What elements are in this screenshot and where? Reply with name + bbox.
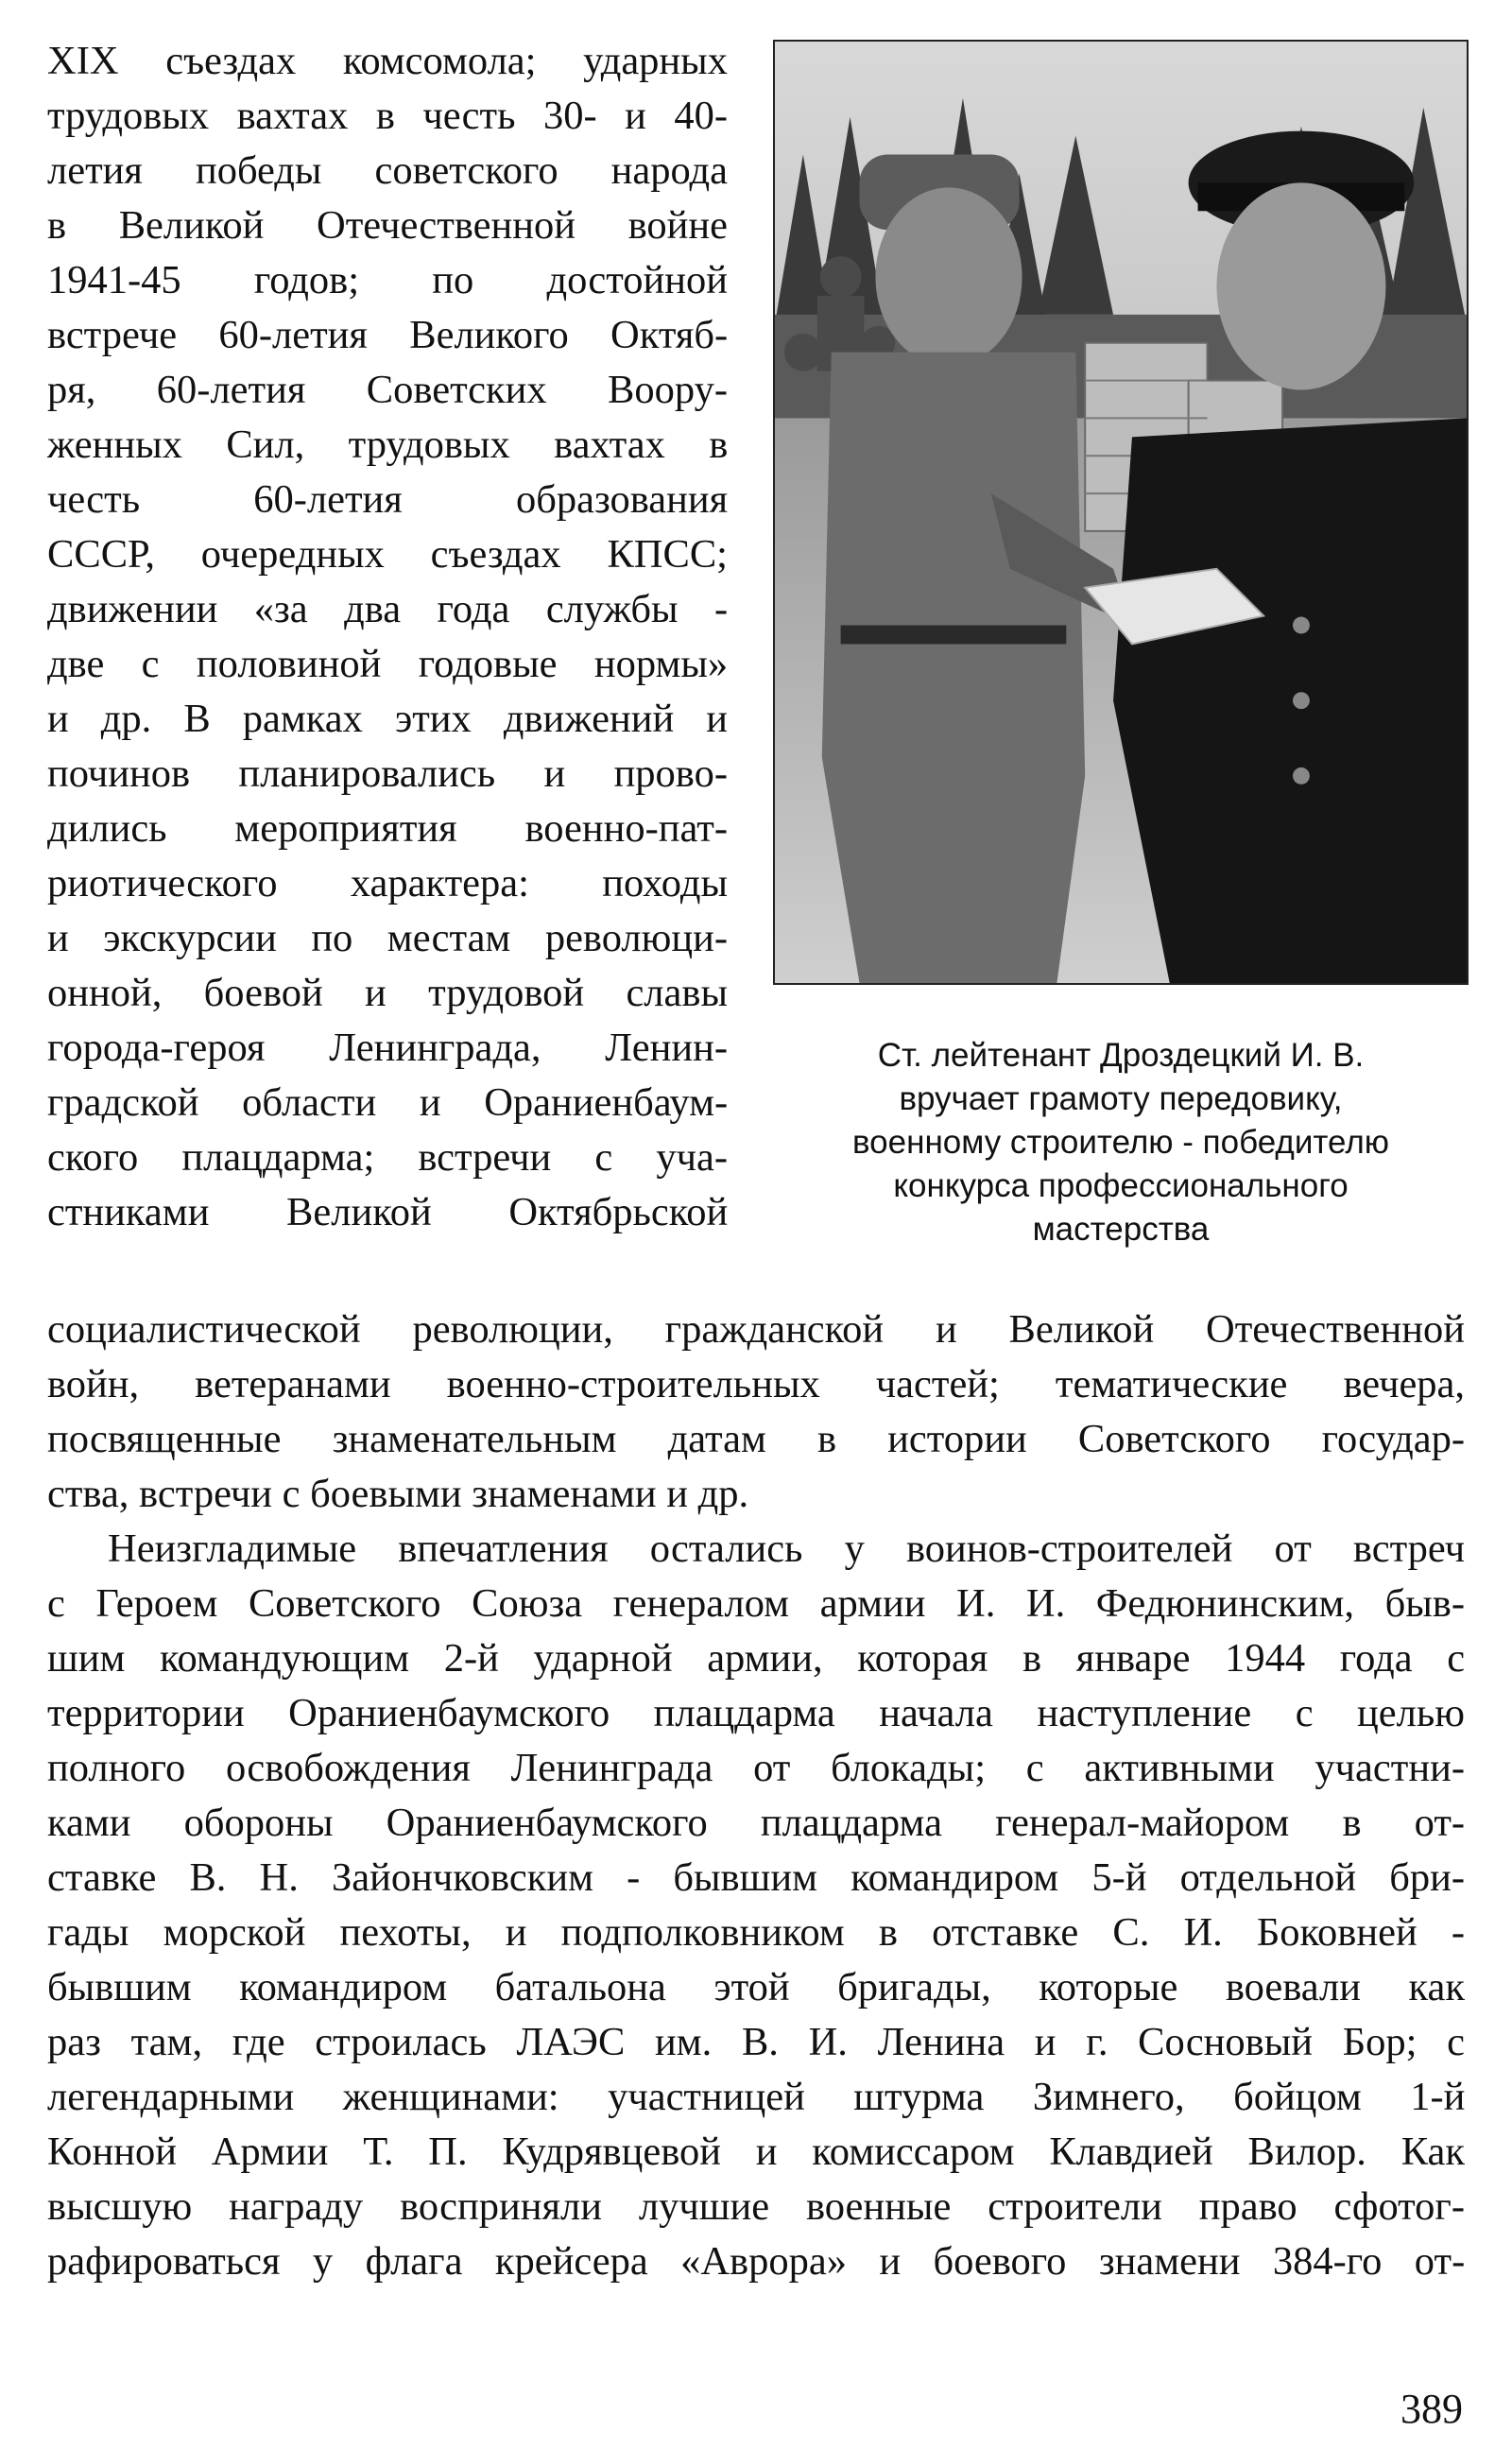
text-line: дились мероприятия военно-пат- bbox=[47, 806, 728, 851]
text-line: трудовых вахтах в честь 30- и 40- bbox=[47, 94, 728, 138]
text-line: встрече 60-летия Великого Октяб- bbox=[47, 313, 729, 357]
text-line: посвященные знаменательным датам в истории Советского государ- bbox=[47, 1417, 1466, 1461]
text-line: Конной Армии Т. П. Кудрявцевой и комиссаром Клавдией Вилор. Как bbox=[47, 2130, 1465, 2174]
text-line: XIX съездах комсомола; ударных bbox=[47, 39, 728, 83]
text-line: летия победы советского народа bbox=[47, 148, 728, 193]
text-line: шим командующим 2-й ударной армии, которая в январе 1944 года с bbox=[47, 1636, 1466, 1681]
caption-line: вручает грамоту передовику, bbox=[899, 1080, 1343, 1117]
text-line: города-героя Ленинграда, Ленин- bbox=[47, 1026, 728, 1070]
text-line: ками обороны Ораниенбаумского плацдарма генерал-майором в от- bbox=[47, 1801, 1466, 1845]
text-line: территории Ораниенбаумского плацдарма начала наступление с целью bbox=[47, 1691, 1465, 1735]
text-line: социалистической революции, гражданской и Великой Отечественной bbox=[47, 1307, 1465, 1352]
text-line: онной, боевой и трудовой славы bbox=[47, 971, 728, 1015]
caption-line: конкурса профессионального bbox=[893, 1167, 1349, 1204]
text-line: починов планировались и прово- bbox=[47, 751, 728, 796]
text-line: рафироваться у флага крейсера «Аврора» и боевого знамени 384-го от- bbox=[47, 2239, 1466, 2284]
text-line: ставке В. Н. Зайончковским - бывшим командиром 5-й отдельной бри- bbox=[47, 1855, 1465, 1900]
wide-text-column bbox=[47, 1302, 1465, 2289]
text-line: войн, ветеранами военно-строительных частей; тематические вечера, bbox=[47, 1362, 1466, 1406]
text-line: честь 60-летия образования bbox=[47, 477, 729, 522]
text-line: гады морской пехоты, и подполковником в отставке С. И. Боковней - bbox=[47, 1910, 1465, 1955]
text-line: и др. В рамках этих движений и bbox=[47, 697, 728, 741]
text-line: 1941-45 годов; по достойной bbox=[47, 258, 728, 302]
text-line: две с половиной годовые нормы» bbox=[47, 642, 729, 686]
text-line: полного освобождения Ленинграда от блокады; с активными участни- bbox=[47, 1746, 1465, 1790]
award-ceremony-photo bbox=[773, 40, 1469, 985]
text-line: и экскурсии по местам революци- bbox=[47, 916, 728, 960]
text-line: женных Сил, трудовых вахтах в bbox=[47, 423, 729, 467]
page-number: 389 bbox=[1400, 2386, 1463, 2432]
text-line: СССР, очередных съездах КПСС; bbox=[47, 532, 728, 577]
narrow-text-column bbox=[47, 34, 728, 1240]
photo-caption bbox=[773, 1034, 1469, 1251]
text-line: раз там, где строилась ЛАЭС им. В. И. Ленина и г. Сосновый Бор; с bbox=[47, 2020, 1465, 2064]
text-line: бывшим командиром батальона этой бригады, которые воевали как bbox=[47, 1965, 1465, 2009]
text-line: легендарными женщинами: участницей штурма Зимнего, бойцом 1-й bbox=[47, 2075, 1466, 2119]
caption-line: Ст. лейтенант Дроздецкий И. В. bbox=[877, 1037, 1365, 1074]
text-line: риотического характера: походы bbox=[47, 861, 728, 905]
text-line: ря, 60-летия Советских Воору- bbox=[47, 368, 728, 412]
text-line: ства, встречи с боевыми знаменами и др. bbox=[47, 1472, 749, 1516]
paragraph-first-line: Неизгладимые впечатления остались у воинов-строителей от встреч bbox=[108, 1526, 1466, 1571]
caption-line: мастерства bbox=[1032, 1211, 1210, 1248]
text-line: градской области и Ораниенбаум- bbox=[47, 1080, 729, 1125]
text-line: высшую награду восприняли лучшие военные строители право сфотог- bbox=[47, 2184, 1465, 2229]
text-line: ского плацдарма; встречи с уча- bbox=[47, 1135, 728, 1180]
text-line: движении «за два года службы - bbox=[47, 587, 729, 631]
text-line: в Великой Отечественной войне bbox=[47, 203, 728, 248]
text-line: стниками Великой Октябрьской bbox=[47, 1190, 729, 1234]
text-line: с Героем Советского Союза генералом армии И. И. Федюнинским, быв- bbox=[47, 1581, 1465, 1626]
caption-line: военному строителю - победителю bbox=[851, 1124, 1389, 1161]
photo-figure bbox=[773, 40, 1469, 1251]
